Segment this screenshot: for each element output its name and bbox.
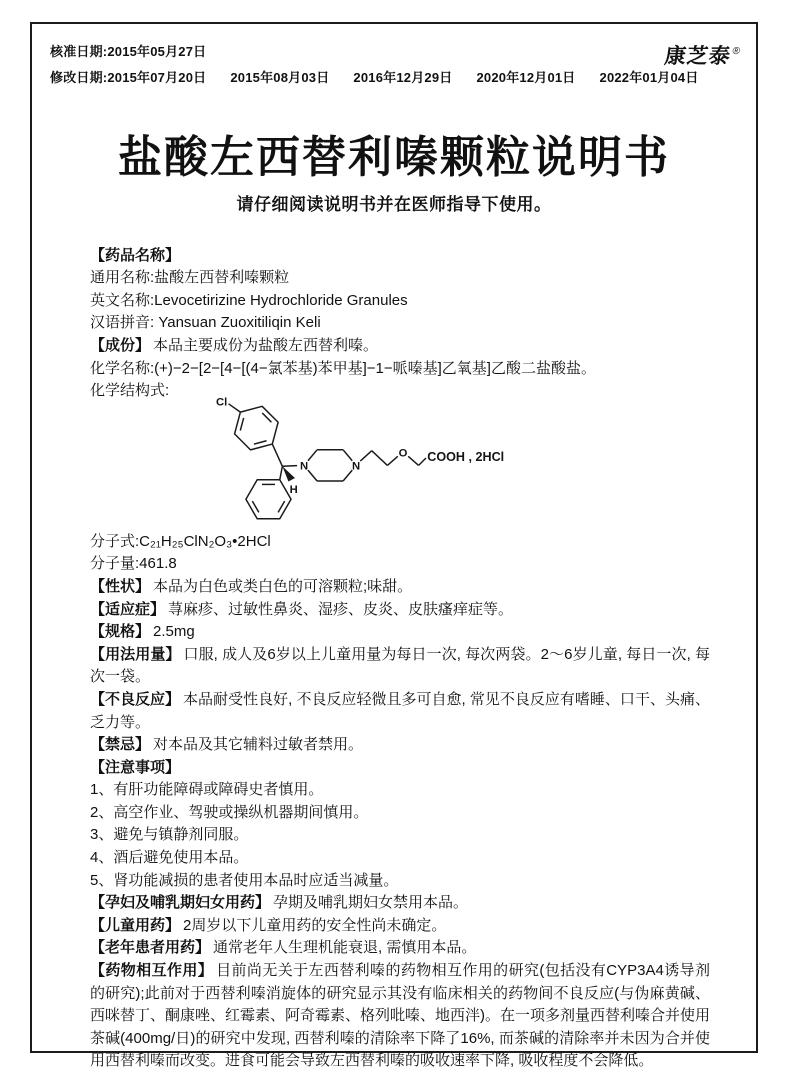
section-text: 化学名称:(+)−2−[2−[4−[(4−氯苯基)苯甲基]−1−哌嗪基]乙氧基]乙酸二盐酸盐。 (90, 359, 596, 377)
stereo-hydrogen-label: H (289, 483, 298, 496)
stereo-wedge-bond (282, 466, 295, 481)
section-text: 口服, 成人及6岁以上儿童用量为每日一次, 每次两袋。2～6岁儿童, 每日一次, 每次一袋。 (90, 645, 710, 686)
section-text: 2.5mg (153, 623, 195, 641)
cooh-hcl-label: COOH , 2HCl (427, 449, 505, 464)
body-line (90, 779, 710, 802)
body-line (90, 358, 710, 381)
body-lines-bottom (90, 531, 710, 1073)
section-label: 【药物相互作用】 (90, 962, 214, 980)
atom-labels (216, 396, 504, 496)
section-text: 英文名称:Levocetirizine Hydrochloride Granules (90, 291, 408, 309)
body-line (90, 915, 710, 938)
revision-date: 2016年12月29日 (353, 70, 453, 85)
chemical-structure-diagram (206, 381, 508, 529)
body-line (90, 847, 710, 870)
nitrogen-left-label: N (299, 460, 309, 473)
registered-trademark-icon: ® (731, 46, 742, 57)
body-line (90, 824, 710, 847)
body-lines-top (90, 245, 710, 403)
body-line (90, 870, 710, 893)
section-text: 4、酒后避免使用本品。 (90, 849, 249, 867)
body-line (90, 267, 710, 290)
body-line (90, 553, 710, 576)
section-label: 【成份】 (90, 336, 151, 354)
section-label: 【药品名称】 (90, 246, 181, 264)
section-text: 本品耐受性良好, 不良反应轻微且多可自愈, 常见不良反应有嗜睡、口干、头痛、乏力等。 (90, 690, 710, 731)
chlorine-label: Cl (215, 396, 228, 409)
body-line (90, 576, 710, 599)
revision-date-list (230, 65, 698, 91)
body-line (90, 757, 710, 780)
page-title: 盐酸左西替利嗪颗粒说明书 (118, 133, 670, 182)
brand-name: 康芝泰 (662, 45, 733, 68)
section-text: 2周岁以下儿童用药的安全性尚未确定。 (183, 916, 447, 934)
nitrogen-right-label: N (352, 460, 361, 473)
body-line (90, 621, 710, 644)
section-label: 【儿童用药】 (90, 916, 181, 934)
section-label: 【注意事项】 (90, 758, 181, 776)
body-line (90, 892, 710, 915)
section-label: 【规格】 (90, 623, 151, 641)
body-line (90, 644, 710, 689)
section-text: 对本品及其它辅料过敏者禁用。 (153, 736, 364, 754)
page-subtitle: 请仔细阅读说明书并在医师指导下使用。 (236, 194, 552, 214)
approval-date-line: 核准日期:2015年05月27日 (50, 44, 207, 59)
section-text: 化学结构式: (90, 382, 170, 400)
body-line (90, 689, 710, 734)
revision-date: 2015年08月03日 (230, 70, 330, 85)
body-line (90, 531, 710, 554)
section-text: 5、肾功能减损的患者使用本品时应适当减量。 (90, 871, 399, 889)
leaflet-body (90, 245, 710, 1073)
revision-date: 2022年01月04日 (599, 70, 699, 85)
section-text: 通用名称:盐酸左西替利嗪颗粒 (90, 269, 290, 287)
body-line (90, 734, 710, 757)
section-text: 目前尚无关于左西替利嗪的药物相互作用的研究(包括没有CYP3A4诱导剂的研究);此前对于西替利嗪消旋体的研究显示其没有临床相关的药物间不良反应(与伪麻黄碱、西咪替丁、酮康唑、红霉素、阿奇霉素、格列吡嗪、地西泮)。在一项多剂量西替利嗪合并使用茶碱(400mg/日)的研究中发现, 西替利嗪的清除率下降了16%, 而茶碱的清除率并未因为合并使用西替利嗪而改变。进食可能会导致左西替利嗪的吸收速率下降, 吸收程度不会降低。 (90, 962, 710, 1070)
revision-date-row (50, 65, 742, 91)
section-text: 荨麻疹、过敏性鼻炎、湿疹、皮炎、皮肤瘙痒症等。 (168, 600, 514, 618)
section-label: 【适应症】 (90, 600, 166, 618)
section-label: 【孕妇及哺乳期妇女用药】 (90, 894, 271, 912)
leaflet-header (32, 24, 756, 91)
section-text: 3、避免与镇静剂同服。 (90, 826, 249, 844)
section-text: 汉语拼音: Yansuan Zuoxitiliqin Keli (90, 314, 321, 332)
section-label: 【老年患者用药】 (90, 939, 211, 957)
section-text: 本品主要成份为盐酸左西替利嗪。 (153, 336, 379, 354)
section-text: 分子量:461.8 (90, 555, 177, 573)
section-text: 分子式:C₂₁H₂₅ClN₂O₃•2HCl (90, 532, 271, 550)
oxygen-label: O (398, 447, 408, 460)
body-line (90, 290, 710, 313)
revision-date-label: 修改日期:2015年07月20日 (50, 70, 207, 85)
section-label: 【用法用量】 (90, 645, 181, 663)
body-line (90, 245, 710, 268)
body-line (90, 937, 710, 960)
section-text: 1、有肝功能障碍或障碍史者慎用。 (90, 781, 324, 799)
section-label: 【性状】 (90, 577, 151, 595)
body-line (90, 599, 710, 622)
brand-logo (663, 40, 743, 70)
body-line (90, 802, 710, 825)
section-text: 2、高空作业、驾驶或操纵机器期间慎用。 (90, 803, 369, 821)
revision-date: 2020年12月01日 (476, 70, 576, 85)
section-text: 孕期及哺乳期妇女禁用本品。 (273, 894, 469, 912)
section-label: 【禁忌】 (90, 736, 151, 754)
bond-lines (229, 404, 426, 519)
body-line (90, 335, 710, 358)
section-label: 【不良反应】 (90, 690, 181, 708)
body-line (90, 960, 710, 1073)
section-text: 通常老年人生理机能衰退, 需慎用本品。 (213, 939, 477, 957)
leaflet-page (30, 22, 758, 1070)
section-text: 本品为白色或类白色的可溶颗粒;味甜。 (153, 577, 413, 595)
body-line (90, 312, 710, 335)
